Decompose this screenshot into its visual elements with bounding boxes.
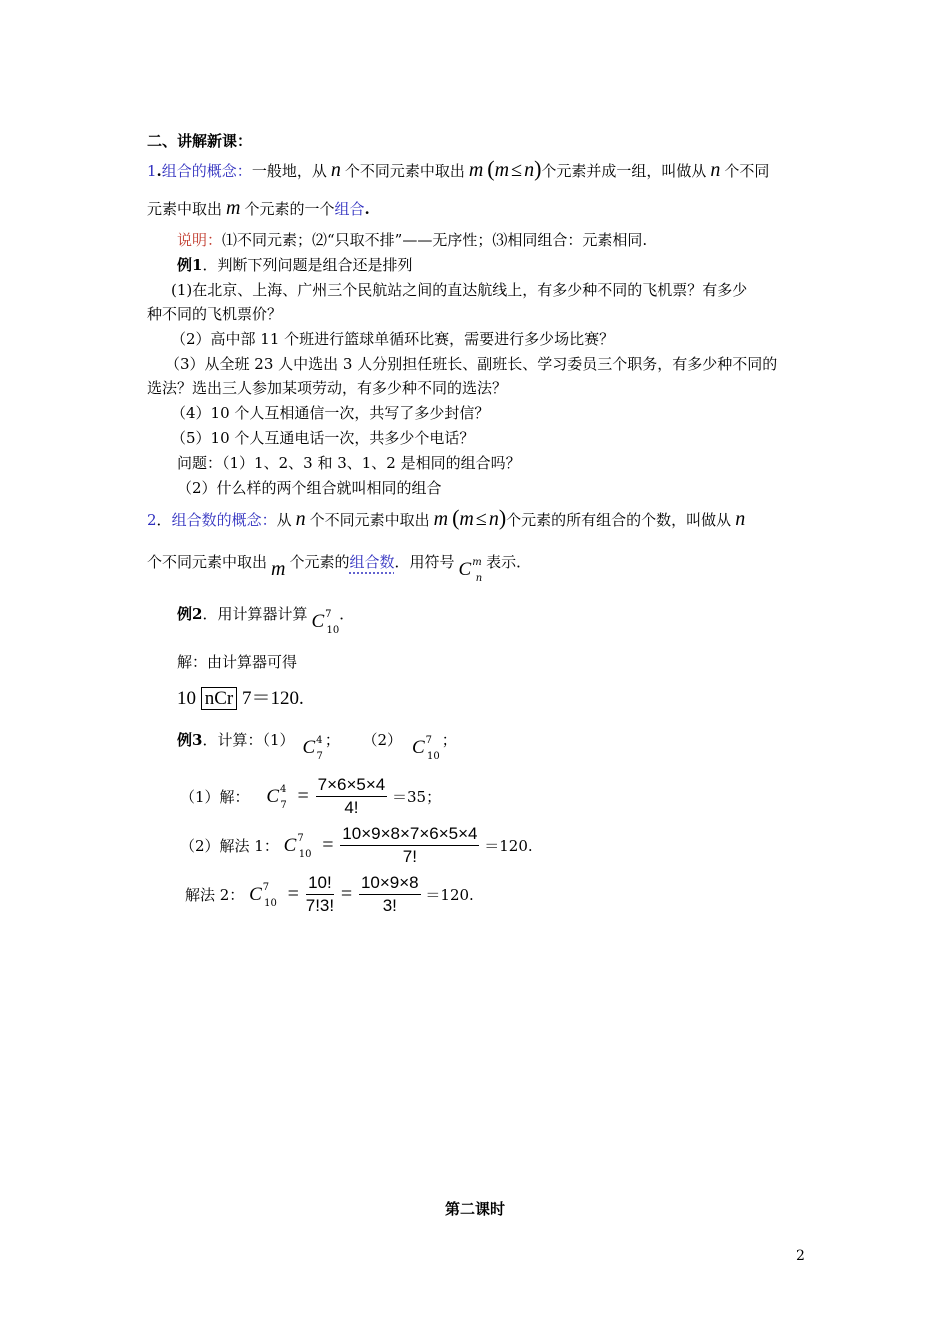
combination-symbol: $C^m_n$ <box>458 557 483 584</box>
section-heading: 二、讲解新课： <box>147 132 253 150</box>
def1-number: 1 <box>147 162 157 180</box>
ex1-q3b: 选法？选出三人参加某项劳动，有多少种不同的选法？ <box>147 379 508 397</box>
fraction-s3a: $\frac{10!}{7!3!}$ <box>305 873 335 915</box>
fraction-s2: $\frac{10\times 9\times 8\times 7\times 6\times 5\times 4}{7!}$ <box>342 824 478 866</box>
def1-term-inline: 组合 <box>334 200 365 218</box>
def1-line1: 1.组合的概念：一般地，从 n 个不同元素中取出 m (m ≤ n)个元素并成一组，叫做从 n 个不同 <box>147 156 770 181</box>
ex3-solution3: 解法 2： $C^7_{10}$ = $\frac{10!}{7!3!}$ = $\frac{10\times 9\times 8}{3!}$ ＝120. <box>185 873 474 915</box>
ex2-calculation: 10 nCr 7＝120. <box>177 688 304 709</box>
def1-term: 组合的概念 <box>161 162 237 180</box>
ex2-label: 例2 <box>177 605 203 623</box>
ex1-label: 例1 <box>177 256 203 274</box>
fraction-s1: $\frac{7\times 6\times 5\times 4}{4!}$ <box>317 775 386 817</box>
ex1-q4: （4）10 个人互相通信一次，共写了多少封信？ <box>171 404 490 422</box>
ex1-q5: （5）10 个人互通电话一次，共多少个电话？ <box>171 429 475 447</box>
note-label: 说明： <box>177 231 223 249</box>
var-n: n <box>330 159 341 181</box>
ncr-key: nCr <box>201 687 238 710</box>
ex3-title: 例3．计算：（1） $C^4_7$； （2） $C^7_{10}$； <box>177 731 457 762</box>
def2-term: 组合数的概念 <box>171 511 262 529</box>
page-number: 2 <box>796 1248 805 1264</box>
note-text: ⑴不同元素；⑵“只取不排”——无序性；⑶相同组合：元素相同. <box>222 231 648 249</box>
second-lesson-heading: 第二课时 <box>444 1200 505 1218</box>
ex1-q1a: (1)在北京、上海、广州三个民航站之间的直达航线上，有多少种不同的飞机票？有多少 <box>171 281 748 299</box>
ex3-solution1: （1）解： $C^4_7$ = $\frac{7\times 6\times 5\times 4}{4!}$ ＝35； <box>180 775 442 817</box>
ex1-title: 例1．判断下列问题是组合还是排列 <box>177 256 413 274</box>
ex1-q2: （2）高中部 11 个班进行篮球单循环比赛，需要进行多少场比赛？ <box>171 330 615 348</box>
ex1-question2: （2）什么样的两个组合就叫相同的组合 <box>177 479 442 497</box>
ex3-solution2: （2）解法 1： $C^7_{10}$ = $\frac{10\times 9\times 8\times 7\times 6\times 5\times 4}{7!}$ ＝120. <box>180 824 533 866</box>
note <box>177 229 647 250</box>
ex3-label: 例3 <box>177 731 203 749</box>
ex2-title: 例2．用计算器计算 $C^7_{10}$． <box>177 605 355 636</box>
def1-line2: 元素中取出 m 个元素的一个组合. <box>147 197 370 219</box>
ex2-solution: 解：由计算器可得 <box>177 653 298 671</box>
ex1-q3a: （3）从全班 23 人中选出 3 人分别担任班长、副班长、学习委员三个职务，有多少种不同的 <box>165 355 778 373</box>
ex1-q1b: 种不同的飞机票价？ <box>147 305 283 323</box>
ex1-question1: 问题：（1）1、2、3 和 3、1、2 是相同的组合吗？ <box>177 454 521 472</box>
def2-line2: 个不同元素中取出 m 个元素的组合数．用符号 $C^m_n$表示． <box>147 553 532 584</box>
fraction-s3b: $\frac{10\times 9\times 8}{3!}$ <box>360 873 419 915</box>
def2-term-inline: 组合数 <box>349 553 395 571</box>
def2-line1: 2．组合数的概念：从 n 个不同元素中取出 m (m ≤ n)个元素的所有组合的个数，叫做从 n <box>147 505 746 530</box>
